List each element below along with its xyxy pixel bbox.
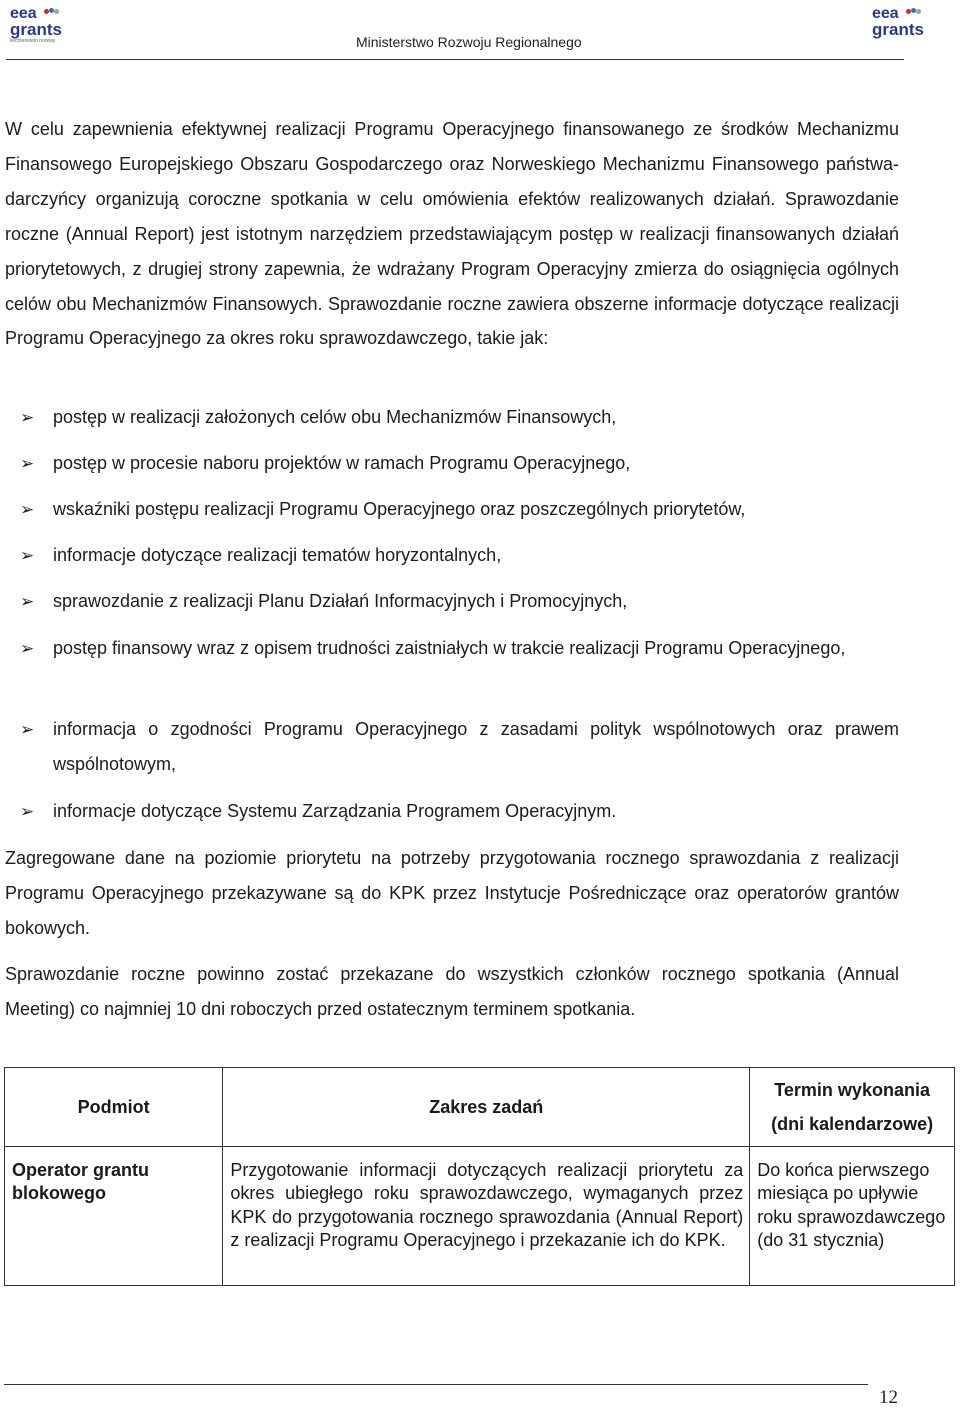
column-header: Zakres zadań	[223, 1068, 750, 1147]
list-item-text: wskaźniki postępu realizacji Programu Operacyjnego oraz poszczególnych priorytetów,	[53, 499, 746, 519]
list-item-text: postęp w procesie naboru projektów w ramach Programu Operacyjnego,	[53, 453, 631, 473]
list-item-text: informacje dotyczące Systemu Zarządzania Programem Operacyjnym.	[53, 801, 617, 821]
eea-grants-logo-left	[10, 6, 68, 44]
table-header-row	[5, 1068, 955, 1147]
table-cell: Do końca pierwszego miesiąca po upływie roku sprawozdawczego (do 31 stycznia)	[750, 1147, 955, 1286]
list-item-text: postęp w realizacji założonych celów obu Mechanizmów Finansowych,	[53, 407, 617, 427]
table-cell: Przygotowanie informacji dotyczących realizacji priorytetu za okres ubiegłego roku sprawozdawczego, wymaganych przez KPK do przygotowania rocznego sprawozdania (Annual Report) z realizacji Programu Operacyjnego i przekazanie ich do KPK.	[223, 1147, 750, 1286]
logo-tagline: liechtenstein norway	[10, 38, 56, 44]
page-number: 12	[879, 1387, 898, 1408]
arrow-bullet-icon: ➢	[20, 802, 35, 821]
deadline-paragraph: Sprawozdanie roczne powinno zostać przekazane do wszystkich członków rocznego spotkania (Annual Meeting) co najmniej 10 dni roboczych przed ostatecznym terminem spotkania.	[5, 964, 899, 1019]
list-item-text: sprawozdanie z realizacji Planu Działań Informacyjnych i Promocyjnych,	[53, 591, 628, 611]
arrow-bullet-icon: ➢	[20, 408, 35, 427]
list-item-text: informacje dotyczące realizacji tematów horyzontalnych,	[53, 545, 502, 565]
arrow-bullet-icon: ➢	[20, 500, 35, 519]
intro-paragraph: W celu zapewnienia efektywnej realizacji Programu Operacyjnego finansowanego ze środków Mechanizmu Finansowego Europejskiego Obszaru Gospodarczego oraz Norweskiego Mechanizmu Finansowego państwa-darczyńcy organizują coroczne spotkania w celu omówienia efektów realizowanych działań. Sprawozdanie roczne (Annual Report) jest istotnym narzędziem przedstawiającym postęp w realizacji finansowanych działań priorytetowych, z drugiej strony zapewnia, że wdrażany Program Operacyjny zmierza do osiągnięcia ogólnych celów obu Mechanizmów Finansowych. Sprawozdanie roczne zawiera obszerne informacje dotyczące realizacji Programu Operacyjnego za okres roku sprawozdawczego, takie jak:	[5, 119, 899, 349]
eea-grants-logo-right	[872, 6, 930, 44]
arrow-bullet-icon: ➢	[20, 592, 35, 611]
arrow-bullet-icon: ➢	[20, 454, 35, 473]
responsibility-table	[4, 1067, 955, 1286]
aggregation-paragraph: Zagregowane dane na poziomie priorytetu na potrzeby przygotowania rocznego sprawozdania z realizacji Programu Operacyjnego przekazywane są do KPK przez Instytucje Pośredniczące oraz operatorów grantów bokowych.	[5, 848, 899, 938]
logo-line2: grants	[10, 20, 62, 39]
column-header: Termin wykonania (dni kalendarzowe)	[750, 1068, 955, 1147]
table-row	[5, 1147, 955, 1286]
logo-line1: eea	[10, 5, 37, 22]
header-divider	[6, 59, 904, 60]
logo-dots-icon	[906, 8, 920, 14]
table-cell: Operator grantu blokowego	[5, 1147, 223, 1286]
column-header: Podmiot	[5, 1068, 223, 1147]
footer-divider	[4, 1384, 868, 1385]
logo-dots-icon	[44, 8, 58, 14]
arrow-bullet-icon: ➢	[20, 720, 35, 739]
logo-line2: grants	[872, 20, 924, 39]
list-item-text: postęp finansowy wraz z opisem trudności zaistniałych w trakcie realizacji Programu Operacyjnego,	[53, 638, 846, 658]
list-item-text: informacja o zgodności Programu Operacyjnego z zasadami polityk wspólnotowych oraz prawem wspólnotowym,	[53, 719, 899, 774]
logo-line1: eea	[872, 5, 899, 22]
ministry-name: Ministerstwo Rozwoju Regionalnego	[356, 34, 582, 50]
arrow-bullet-icon: ➢	[20, 546, 35, 565]
arrow-bullet-icon: ➢	[20, 639, 35, 658]
